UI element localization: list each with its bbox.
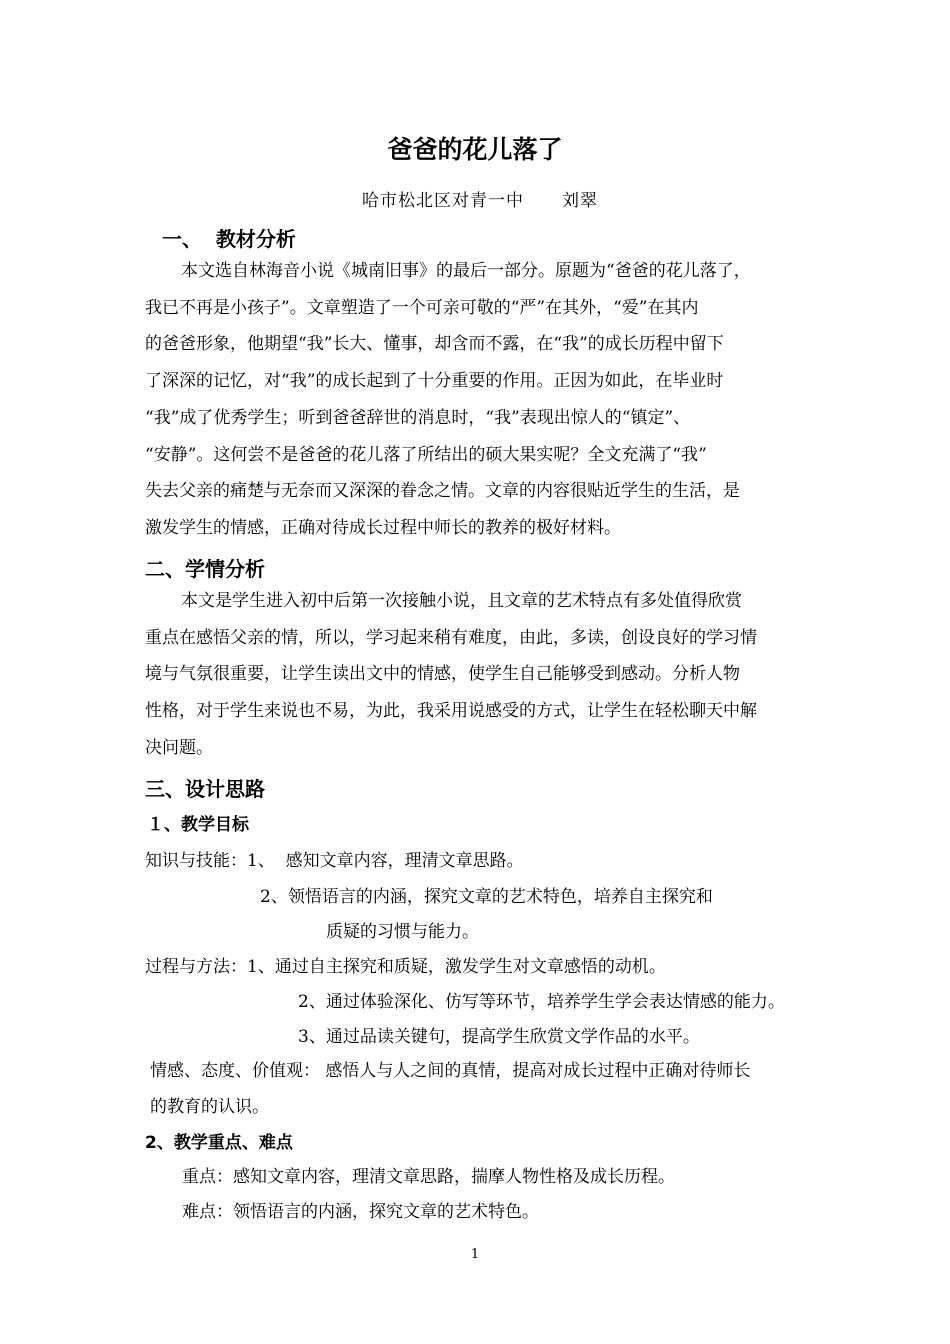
section-1-paragraph: [145, 253, 815, 547]
paragraph-line: 境与气氛很重要，让学生读出文中的情感，使学生自己能够受到感动。分析人物: [145, 664, 740, 685]
document-title: 爸爸的花儿落了: [387, 135, 563, 164]
process-goal-3: 3、通过品读关键句，提高学生欣赏文学作品的水平。: [298, 1027, 700, 1047]
difficulty-point: 难点：领悟语言的内涵，探究文章的艺术特色。: [182, 1202, 539, 1222]
paragraph-line: “安静”。这何尝不是爸爸的花儿落了所结出的硕大果实呢？全文充满了“我”: [145, 444, 707, 465]
section-2-paragraph: [145, 583, 815, 767]
page-number: 1: [470, 1247, 480, 1262]
paragraph-line: 失去父亲的痛楚与无奈而又深深的眷念之情。文章的内容很贴近学生的生活，是: [145, 481, 740, 502]
author-line: [362, 186, 598, 211]
knowledge-goal-2-cont: 质疑的习惯与能力。: [326, 922, 479, 942]
teaching-goals-heading: １、教学目标: [147, 815, 249, 835]
paragraph-line: 的爸爸形象，他期望“我”长大、懂事，却含而不露，在“我”的成长历程中留下: [145, 334, 724, 355]
process-goal-1: 过程与方法：1、通过自主探究和质疑，激发学生对文章感悟的动机。: [145, 957, 666, 977]
paragraph-line: 决问题。: [145, 737, 213, 758]
paragraph-line: 了深深的记忆，对“我”的成长起到了十分重要的作用。正因为如此，在毕业时: [145, 371, 724, 392]
section-2-heading: 二、学情分析: [145, 557, 265, 581]
section-3-heading: 三、设计思路: [145, 777, 265, 801]
emotion-goal-line-1: 情感、态度、价值观： 感悟人与人之间的真情，提高对成长过程中正确对待师长: [150, 1061, 751, 1081]
knowledge-goal-1: 知识与技能：1、 感知文章内容，理清文章思路。: [145, 851, 524, 871]
paragraph-line: 我已不再是小孩子”。文章塑造了一个可亲可敬的“严”在其外，“爱”在其内: [145, 297, 699, 318]
paragraph-line: 激发学生的情感，正确对待成长过程中师长的教养的极好材料。: [145, 517, 621, 538]
author-school: 哈市松北区对青一中: [362, 191, 524, 211]
knowledge-goal-2: 2、领悟语言的内涵，探究文章的艺术特色，培养自主探究和: [260, 887, 713, 907]
emotion-goal-line-2: 的教育的认识。: [150, 1097, 269, 1117]
key-difficulty-heading: 2、教学重点、难点: [145, 1133, 293, 1153]
paragraph-line: “我”成了优秀学生；听到爸爸辞世的消息时，“我”表现出惊人的“镇定”、: [145, 407, 691, 428]
section-1-heading: 一、 教材分析: [162, 227, 296, 251]
process-goal-2: 2、通过体验深化、仿写等环节，培养学生学会表达情感的能力。: [298, 992, 785, 1012]
paragraph-line: 性格，对于学生来说也不易，为此，我采用说感受的方式，让学生在轻松聊天中解: [145, 701, 757, 722]
key-point: 重点：感知文章内容，理清文章思路，揣摩人物性格及成长历程。: [182, 1167, 675, 1187]
author-name: 刘翠: [562, 191, 598, 211]
paragraph-line: 本文选自林海音小说《城南旧事》的最后一部分。原题为“爸爸的花儿落了，: [181, 261, 751, 281]
paragraph-line: 重点在感悟父亲的情，所以，学习起来稍有难度，由此，多读，创设良好的学习情: [145, 627, 757, 648]
paragraph-line: 本文是学生进入初中后第一次接触小说，且文章的艺术特点有多处值得欣赏: [181, 591, 742, 611]
